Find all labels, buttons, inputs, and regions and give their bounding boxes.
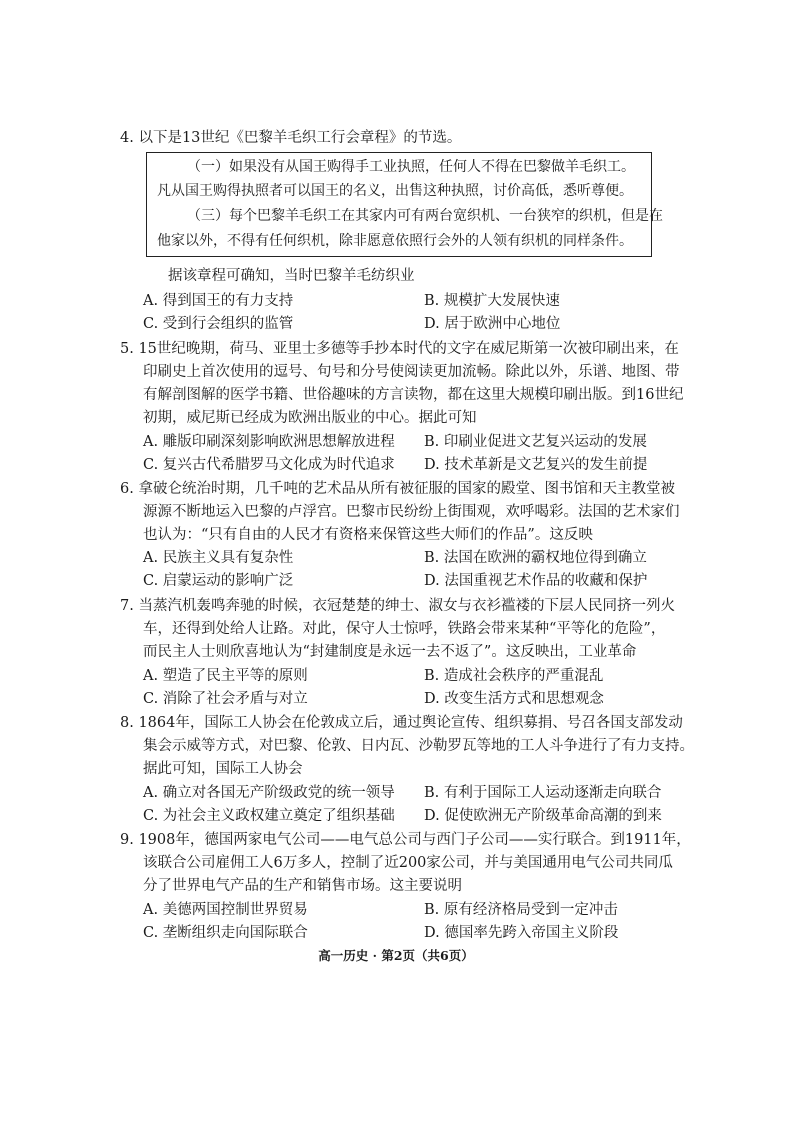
q4-option-d[interactable]: D. 居于欧洲中心地位 <box>424 316 561 332</box>
q9-option-c[interactable]: C. 垄断组织走向国际联合 <box>143 925 308 941</box>
q7-option-a[interactable]: A. 塑造了民主平等的原则 <box>143 668 308 684</box>
q5-stem: 5. 15世纪晚期，荷马、亚里士多德等手抄本时代的文字在威尼斯第一次被印刷出来，在 <box>120 341 679 357</box>
q4-passage-line: 凡从国王购得执照者可以国王的名义，出售这种执照，讨价高低，悉听尊便。 <box>157 183 633 199</box>
q8-option-d[interactable]: D. 促使欧洲无产阶级革命高潮的到来 <box>424 808 662 824</box>
q5-option-c[interactable]: C. 复兴古代希腊罗马文化成为时代追求 <box>143 457 395 473</box>
q9-stem: 9. 1908年，德国两家电气公司——电气总公司与西门子公司——实行联合。到1911年， <box>120 832 691 848</box>
q4-passage-line: 他家以外，不得有任何织机，除非愿意依照行会外的人领有织机的同样条件。 <box>157 233 633 249</box>
q6-option-a[interactable]: A. 民族主义具有复杂性 <box>143 550 294 566</box>
q9-option-b[interactable]: B. 原有经济格局受到一定冲击 <box>424 902 618 918</box>
q4-stem: 4. 以下是13世纪《巴黎羊毛织工行会章程》的节选。 <box>120 130 462 146</box>
q9-stem: 分了世界电气产品的生产和销售市场。这主要说明 <box>143 878 462 894</box>
q5-stem: 有解剖图解的医学书籍、世俗趣味的方言读物，都在这里大规模印刷出版。到16世纪 <box>143 387 684 403</box>
q6-stem: 6. 拿破仑统治时期，几千吨的艺术品从所有被征服的国家的殿堂、图书馆和天主教堂被 <box>120 481 675 497</box>
page-footer: 高一历史 · 第2页（共6页） <box>318 948 474 963</box>
q7-option-b[interactable]: B. 造成社会秩序的严重混乱 <box>424 668 604 684</box>
q9-stem: 该联合公司雇佣工人6万多人，控制了近200家公司，并与美国通用电气公司共同瓜 <box>143 855 673 871</box>
q8-stem: 集会示威等方式，对巴黎、伦敦、日内瓦、沙勒罗瓦等地的工人斗争进行了有力支持。 <box>143 738 694 754</box>
q7-stem: 7. 当蒸汽机轰鸣奔驰的时候，衣冠楚楚的绅士、淑女与衣衫褴褛的下层人民同挤一列火 <box>120 598 675 614</box>
q7-stem: 车，还得到处给人让路。对此，保守人士惊呼，铁路会带来某种“平等化的危险”， <box>143 621 666 637</box>
q6-stem: 源源不断地运入巴黎的卢浮宫。巴黎市民纷纷上街围观，欢呼喝彩。法国的艺术家们 <box>143 504 680 520</box>
q6-stem: 也认为：“只有自由的人民才有资格来保管这些大师们的作品”。这反映 <box>143 527 593 543</box>
q4-option-c[interactable]: C. 受到行会组织的监管 <box>143 316 294 332</box>
q5-stem: 初期，威尼斯已经成为欧洲出版业的中心。据此可知 <box>143 410 477 426</box>
q6-option-b[interactable]: B. 法国在欧洲的霸权地位得到确立 <box>424 550 647 566</box>
q7-option-c[interactable]: C. 消除了社会矛盾与对立 <box>143 691 308 707</box>
q4-passage-line: （三）每个巴黎羊毛织工在其家内可有两台宽织机、一台狭窄的织机，但是在 <box>187 208 663 224</box>
q8-stem: 8. 1864年，国际工人协会在伦敦成立后，通过舆论宣传、组织募捐、号召各国支部发动 <box>120 715 683 731</box>
q8-option-b[interactable]: B. 有利于国际工人运动逐渐走向联合 <box>424 785 662 801</box>
q4-passage-line: （一）如果没有从国王购得手工业执照，任何人不得在巴黎做羊毛织工。 <box>187 159 635 175</box>
q9-option-d[interactable]: D. 德国率先跨入帝国主义阶段 <box>424 925 619 941</box>
q7-stem: 而民主人士则欣喜地认为“封建制度是永远一去不返了”。这反映出，工业革命 <box>143 644 637 660</box>
q4-option-b[interactable]: B. 规模扩大发展快速 <box>424 293 560 309</box>
q5-option-a[interactable]: A. 雕版印刷深刻影响欧洲思想解放进程 <box>143 434 395 450</box>
q6-option-c[interactable]: C. 启蒙运动的影响广泛 <box>143 573 294 589</box>
q5-option-d[interactable]: D. 技术革新是文艺复兴的发生前提 <box>424 457 648 473</box>
q4-prompt: 据该章程可确知，当时巴黎羊毛纺织业 <box>168 268 415 284</box>
q5-option-b[interactable]: B. 印刷业促进文艺复兴运动的发展 <box>424 434 647 450</box>
q4-passage-box <box>146 152 663 257</box>
q6-option-d[interactable]: D. 法国重视艺术作品的收藏和保护 <box>424 573 648 589</box>
q8-option-a[interactable]: A. 确立对各国无产阶级政党的统一领导 <box>143 785 395 801</box>
q8-stem: 据此可知，国际工人协会 <box>143 761 303 777</box>
q4-option-a[interactable]: A. 得到国王的有力支持 <box>143 293 294 309</box>
q8-option-c[interactable]: C. 为社会主义政权建立奠定了组织基础 <box>143 808 395 824</box>
q5-stem: 印刷史上首次使用的逗号、句号和分号使阅读更加流畅。除此以外，乐谱、地图、带 <box>143 364 680 380</box>
q9-option-a[interactable]: A. 美德两国控制世界贸易 <box>143 902 308 918</box>
q7-option-d[interactable]: D. 改变生活方式和思想观念 <box>424 691 604 707</box>
